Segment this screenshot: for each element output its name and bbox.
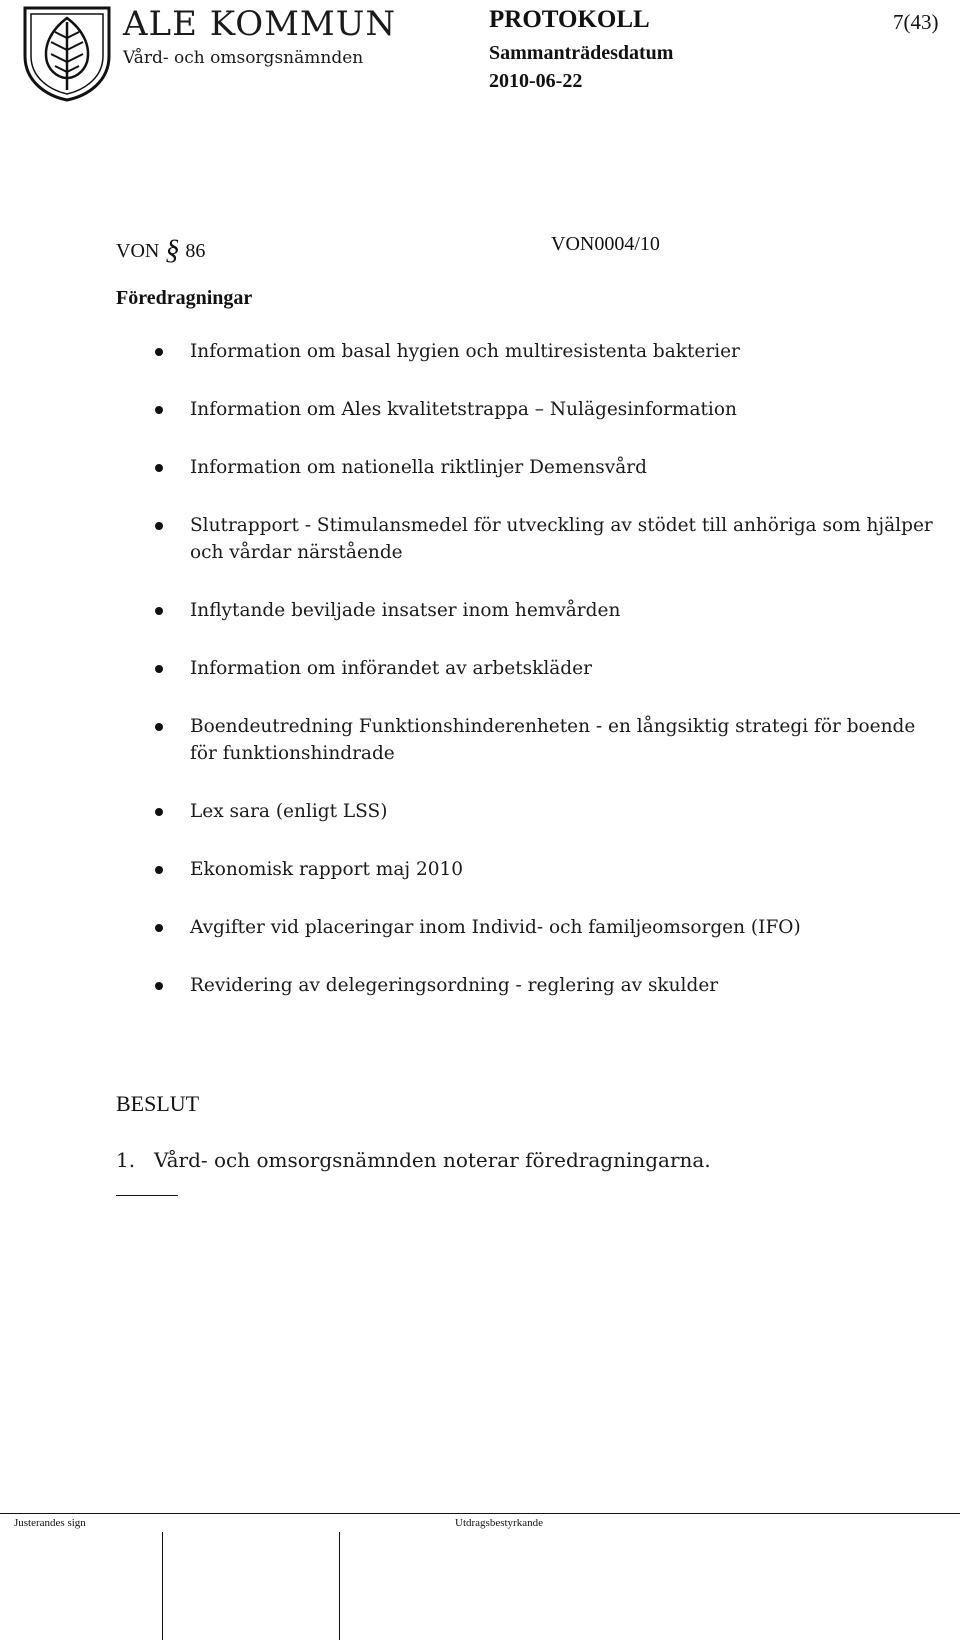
footer-rule (0, 1513, 960, 1514)
list-item: Avgifter vid placeringar inom Individ- och familjeomsorgen (IFO) (116, 914, 936, 941)
meeting-date-label: Sammanträdesdatum (489, 42, 674, 64)
decision-text: Vård- och omsorgsnämnden noterar föredragningarna. (154, 1148, 711, 1172)
list-item: Inflytande beviljade insatser inom hemvården (116, 597, 936, 624)
signature-box-divider (339, 1532, 340, 1640)
case-number: VON0004/10 (551, 233, 660, 255)
document-type: PROTOKOLL (489, 6, 650, 33)
extract-certification-label: Utdragsbestyrkande (455, 1517, 543, 1529)
list-item: Information om Ales kvalitetstrappa – Nulägesinformation (116, 396, 936, 423)
list-item: Boendeutredning Funktionshinderenheten - en långsiktig strategi för boende för funktionshindrade (116, 713, 936, 767)
department-name: Vård- och omsorgsnämnden (123, 48, 364, 68)
section-prefix: VON (116, 240, 160, 262)
section-symbol: § (165, 235, 180, 266)
signature-label: Justerandes sign (14, 1517, 86, 1529)
list-item: Information om införandet av arbetskläder (116, 655, 936, 682)
decision-item (116, 1148, 711, 1172)
section-end-rule (116, 1195, 178, 1196)
section-reference (116, 233, 205, 265)
agenda-list (116, 338, 936, 1030)
section-title: Föredragningar (116, 287, 253, 309)
list-item: Information om nationella riktlinjer Demensvård (116, 454, 936, 481)
municipal-coat-of-arms-icon (21, 4, 113, 102)
decision-number: 1. (116, 1148, 136, 1172)
section-number: 86 (185, 240, 206, 262)
list-item: Information om basal hygien och multiresistenta bakterier (116, 338, 936, 365)
list-item: Slutrapport - Stimulansmedel för utveckling av stödet till anhöriga som hjälper och vårdar närstående (116, 512, 936, 566)
decision-heading: BESLUT (116, 1091, 200, 1116)
signature-box-divider (162, 1532, 163, 1640)
list-item: Ekonomisk rapport maj 2010 (116, 856, 936, 883)
page-number: 7(43) (893, 10, 939, 34)
organization-name: ALE KOMMUN (123, 4, 397, 44)
list-item: Revidering av delegeringsordning - reglering av skulder (116, 972, 936, 999)
meeting-date: 2010-06-22 (489, 70, 583, 92)
list-item: Lex sara (enligt LSS) (116, 798, 936, 825)
